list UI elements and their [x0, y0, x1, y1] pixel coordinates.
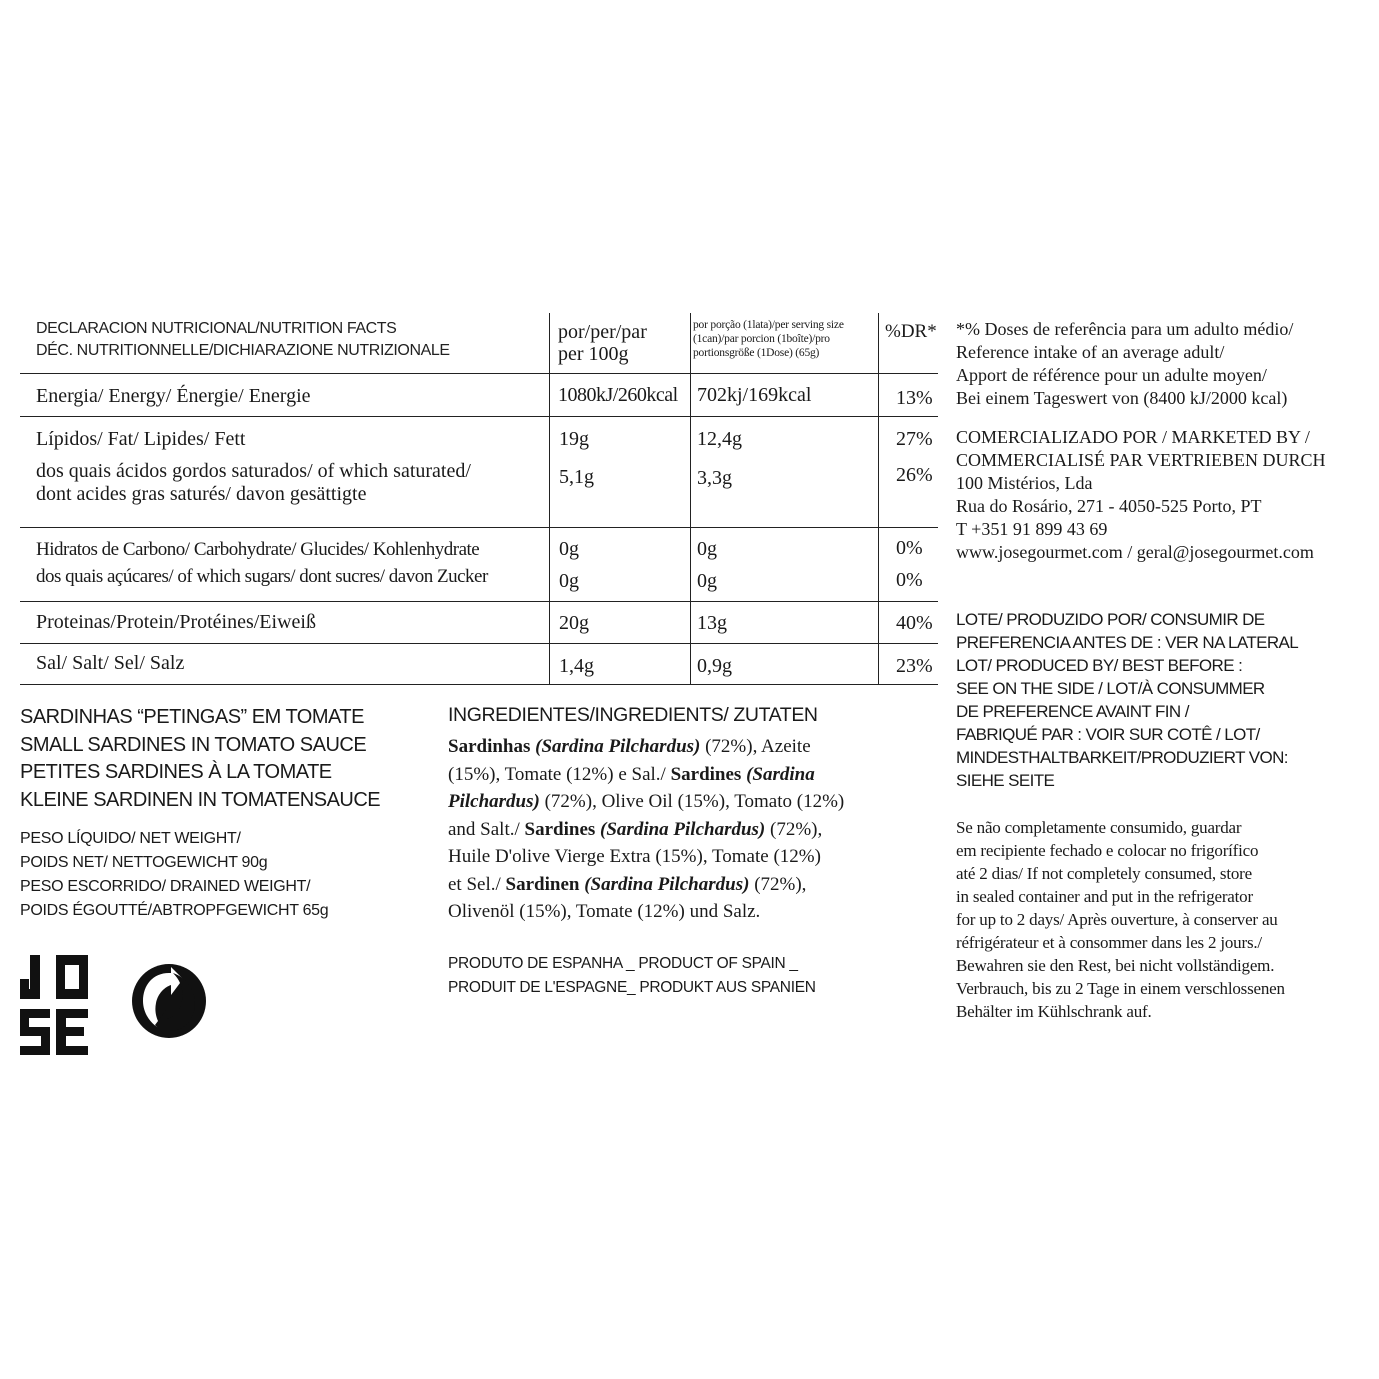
fat-dr: 27%: [896, 428, 933, 450]
company-phone: T +351 91 899 43 69: [956, 519, 1108, 539]
protein-per100: 20g: [559, 612, 589, 634]
table-title-line: DECLARACION NUTRICIONAL/NUTRITION FACTS: [36, 320, 397, 337]
ingredient-sci: (Sardina Pilchardus): [600, 818, 766, 840]
ingredients-title: INGREDIENTES/INGREDIENTS/ ZUTATEN: [448, 704, 818, 726]
fat-label: Lípidos/ Fat/ Lipides/ Fett: [36, 428, 246, 450]
ingredients-line: [448, 761, 918, 789]
weight-line: POIDS ÉGOUTTÉ/ABTROPFGEWICHT 65g: [20, 902, 329, 919]
energy-per100: 1080kJ/260kcal: [558, 384, 678, 406]
product-weights: [20, 827, 440, 923]
energy-serving: 702kj/169kcal: [697, 384, 812, 406]
protein-serving: 13g: [697, 612, 727, 634]
carbs-dr: 0%: [896, 537, 923, 559]
table-divider: [20, 684, 938, 685]
storage-line: Se não completamente consumido, guardar: [956, 818, 1242, 837]
ingredient-sci: (Sardina Pilchardus): [584, 873, 750, 895]
lot-info: [956, 608, 1366, 792]
carbs-serving: 0g: [697, 538, 717, 560]
energy-label: Energia/ Energy/ Énergie/ Energie: [36, 385, 311, 407]
ingredient-bold: Sardinen: [505, 873, 580, 895]
ingredient-sci: Pilchardus): [448, 791, 540, 812]
lot-line: MINDESTHALTBARKEIT/PRODUZIERT VON:: [956, 748, 1288, 767]
salt-dr: 23%: [896, 655, 933, 677]
carbs-per100: 0g: [559, 538, 579, 560]
storage-line: réfrigérateur et à consommer dans les 2 jours./: [956, 933, 1262, 952]
table-divider: [20, 373, 938, 374]
reference-line: Reference intake of an average adult/: [956, 342, 1225, 362]
per-100g-line: por/per/par: [558, 321, 647, 343]
saturated-per100: 5,1g: [559, 466, 594, 488]
product-origin: [448, 952, 816, 1000]
origin-line: PRODUTO DE ESPANHA _ PRODUCT OF SPAIN _: [448, 955, 798, 972]
serving-line: portionsgrößе (1Dose) (65g): [693, 347, 820, 359]
lot-line: PREFERENCIA ANTES DE : VER NA LATERAL: [956, 633, 1299, 652]
reference-intake-note: [956, 318, 1366, 410]
ingredients-line: Huile D'olive Vierge Extra (15%), Tomate (12%): [448, 846, 821, 867]
saturated-serving: 3,3g: [697, 467, 732, 489]
storage-line: Bewahren sie den Rest, bei nicht vollständigem.: [956, 956, 1275, 975]
storage-line: for up to 2 days/ Après ouverture, à conserver au: [956, 910, 1278, 929]
weight-line: POIDS NET/ NETTOGEWICHT 90g: [20, 854, 268, 871]
storage-line: in sealed container and put in the refrigerator: [956, 887, 1253, 906]
storage-line: em recipiente fechado e colocar no frigorífico: [956, 841, 1259, 860]
sugars-per100: 0g: [559, 570, 579, 592]
sugars-serving: 0g: [697, 570, 717, 592]
ingredient-text: and Salt./: [448, 818, 525, 840]
sugars-label: dos quais açúcares/ of which sugars/ dont sucres/ davon Zucker: [36, 566, 488, 587]
saturated-dr: 26%: [896, 464, 933, 486]
storage-line: Verbrauch, bis zu 2 Tage in einem verschlossenen: [956, 979, 1285, 998]
green-dot-recycle-icon: [131, 963, 207, 1039]
reference-line: Apport de référence pour un adulte moyen/: [956, 365, 1267, 385]
storage-instructions: [956, 816, 1366, 1023]
protein-dr: 40%: [896, 612, 933, 634]
product-name-pt: SARDINHAS “PETINGAS” EM TOMATE: [20, 706, 364, 728]
ingredient-bold: Sardinhas: [448, 736, 531, 757]
salt-label: Sal/ Salt/ Sel/ Salz: [36, 652, 185, 674]
ingredient-text: (72%), Azeite: [700, 736, 811, 757]
lot-line: SEE ON THE SIDE / LOT/À CONSUMMER: [956, 679, 1265, 698]
dr-header: %DR*: [885, 321, 937, 342]
serving-line: por porção (1lata)/per serving size: [693, 319, 844, 331]
marketer-line: COMERCIALIZADO POR / MARKETED BY /: [956, 427, 1310, 447]
saturated-label-line: dont acides gras saturés/ davon gesättigte: [36, 483, 367, 505]
origin-line: PRODUIT DE L'ESPAGNE_ PRODUKT AUS SPANIEN: [448, 979, 816, 996]
table-title: [36, 318, 450, 362]
sugars-dr: 0%: [896, 569, 923, 591]
table-divider: [20, 601, 938, 602]
table-divider: [20, 643, 938, 644]
company-address: Rua do Rosário, 271 - 4050-525 Porto, PT: [956, 496, 1262, 516]
ingredient-sci: (Sardina Pilchardus): [535, 736, 701, 757]
carbs-label: Hidratos de Carbono/ Carbohydrate/ Glucides/ Kohlenhydrate: [36, 539, 480, 560]
storage-line: Behälter im Kühlschrank auf.: [956, 1002, 1152, 1021]
ingredients-line: [448, 788, 918, 816]
fat-per100: 19g: [559, 428, 589, 450]
ingredients-text: [448, 733, 918, 926]
ingredients-line: [448, 733, 918, 761]
salt-serving: 0,9g: [697, 655, 732, 677]
serving-header: [693, 318, 844, 360]
ingredients-line: [448, 871, 918, 899]
reference-line: *% Doses de referência para um adulto médio/: [956, 319, 1294, 339]
ingredient-bold: Sardines: [670, 763, 742, 785]
storage-line: até 2 dias/ If not completely consumed, store: [956, 864, 1252, 883]
weight-line: PESO LÍQUIDO/ NET WEIGHT/: [20, 830, 241, 847]
product-name-fr: PETITES SARDINES À LA TOMATE: [20, 761, 332, 783]
jose-logo-icon: [20, 955, 88, 1055]
per-100g-line: per 100g: [558, 343, 629, 365]
weight-line: PESO ESCORRIDO/ DRAINED WEIGHT/: [20, 878, 311, 895]
reference-line: Bei einem Tageswert von (8400 kJ/2000 kcal): [956, 388, 1288, 408]
company-name: 100 Mistérios, Lda: [956, 473, 1093, 493]
company-web: www.josegourmet.com / geral@josegourmet.com: [956, 542, 1314, 562]
ingredients-line: Olivenöl (15%), Tomate (12%) und Salz.: [448, 901, 761, 922]
table-title-line: DÉC. NUTRITIONNELLE/DICHIARAZIONE NUTRIZIONALE: [36, 342, 450, 359]
lot-line: DE PREFERENCE AVAINT FIN /: [956, 702, 1189, 721]
product-name-en: SMALL SARDINES IN TOMATO SAUCE: [20, 733, 367, 756]
lot-line: FABRIQUÉ PAR : VOIR SUR COTÊ / LOT/: [956, 725, 1260, 744]
saturated-label-line: dos quais ácidos gordos saturados/ of which saturated/: [36, 460, 471, 482]
lot-line: LOTE/ PRODUZIDO POR/ CONSUMIR DE: [956, 610, 1265, 629]
ingredient-sci: (Sardina: [746, 763, 815, 785]
saturated-label: [36, 460, 471, 506]
energy-dr: 13%: [896, 387, 933, 409]
serving-line: (1can)/par porcion (1boîte)/pro: [693, 333, 830, 345]
product-name: [20, 704, 440, 814]
ingredients-line: [448, 816, 918, 844]
marketer-line: COMMERCIALISÉ PAR VERTRIEBEN DURCH: [956, 450, 1326, 470]
ingredient-text: (72%), Olive Oil (15%), Tomato (12%): [539, 791, 845, 812]
ingredient-text: (15%), Tomate (12%) e Sal./: [448, 763, 671, 785]
column-divider: [690, 313, 691, 685]
column-divider: [878, 313, 879, 685]
ingredient-text: et Sel./: [448, 873, 506, 895]
lot-line: SIEHE SEITE: [956, 771, 1055, 790]
marketer-info: [956, 426, 1366, 564]
table-divider: [20, 527, 938, 528]
per-100g-header: [558, 321, 647, 365]
ingredient-bold: Sardines: [524, 818, 596, 840]
ingredient-text: (72%),: [749, 873, 807, 895]
ingredient-text: (72%),: [765, 818, 823, 840]
protein-label: Proteinas/Protein/Protéines/Eiweiß: [36, 611, 316, 633]
salt-per100: 1,4g: [559, 655, 594, 677]
table-divider: [20, 416, 938, 417]
fat-serving: 12,4g: [697, 428, 742, 450]
product-name-de: KLEINE SARDINEN IN TOMATENSAUCE: [20, 788, 381, 811]
lot-line: LOT/ PRODUCED BY/ BEST BEFORE :: [956, 656, 1243, 675]
column-divider: [549, 313, 550, 685]
